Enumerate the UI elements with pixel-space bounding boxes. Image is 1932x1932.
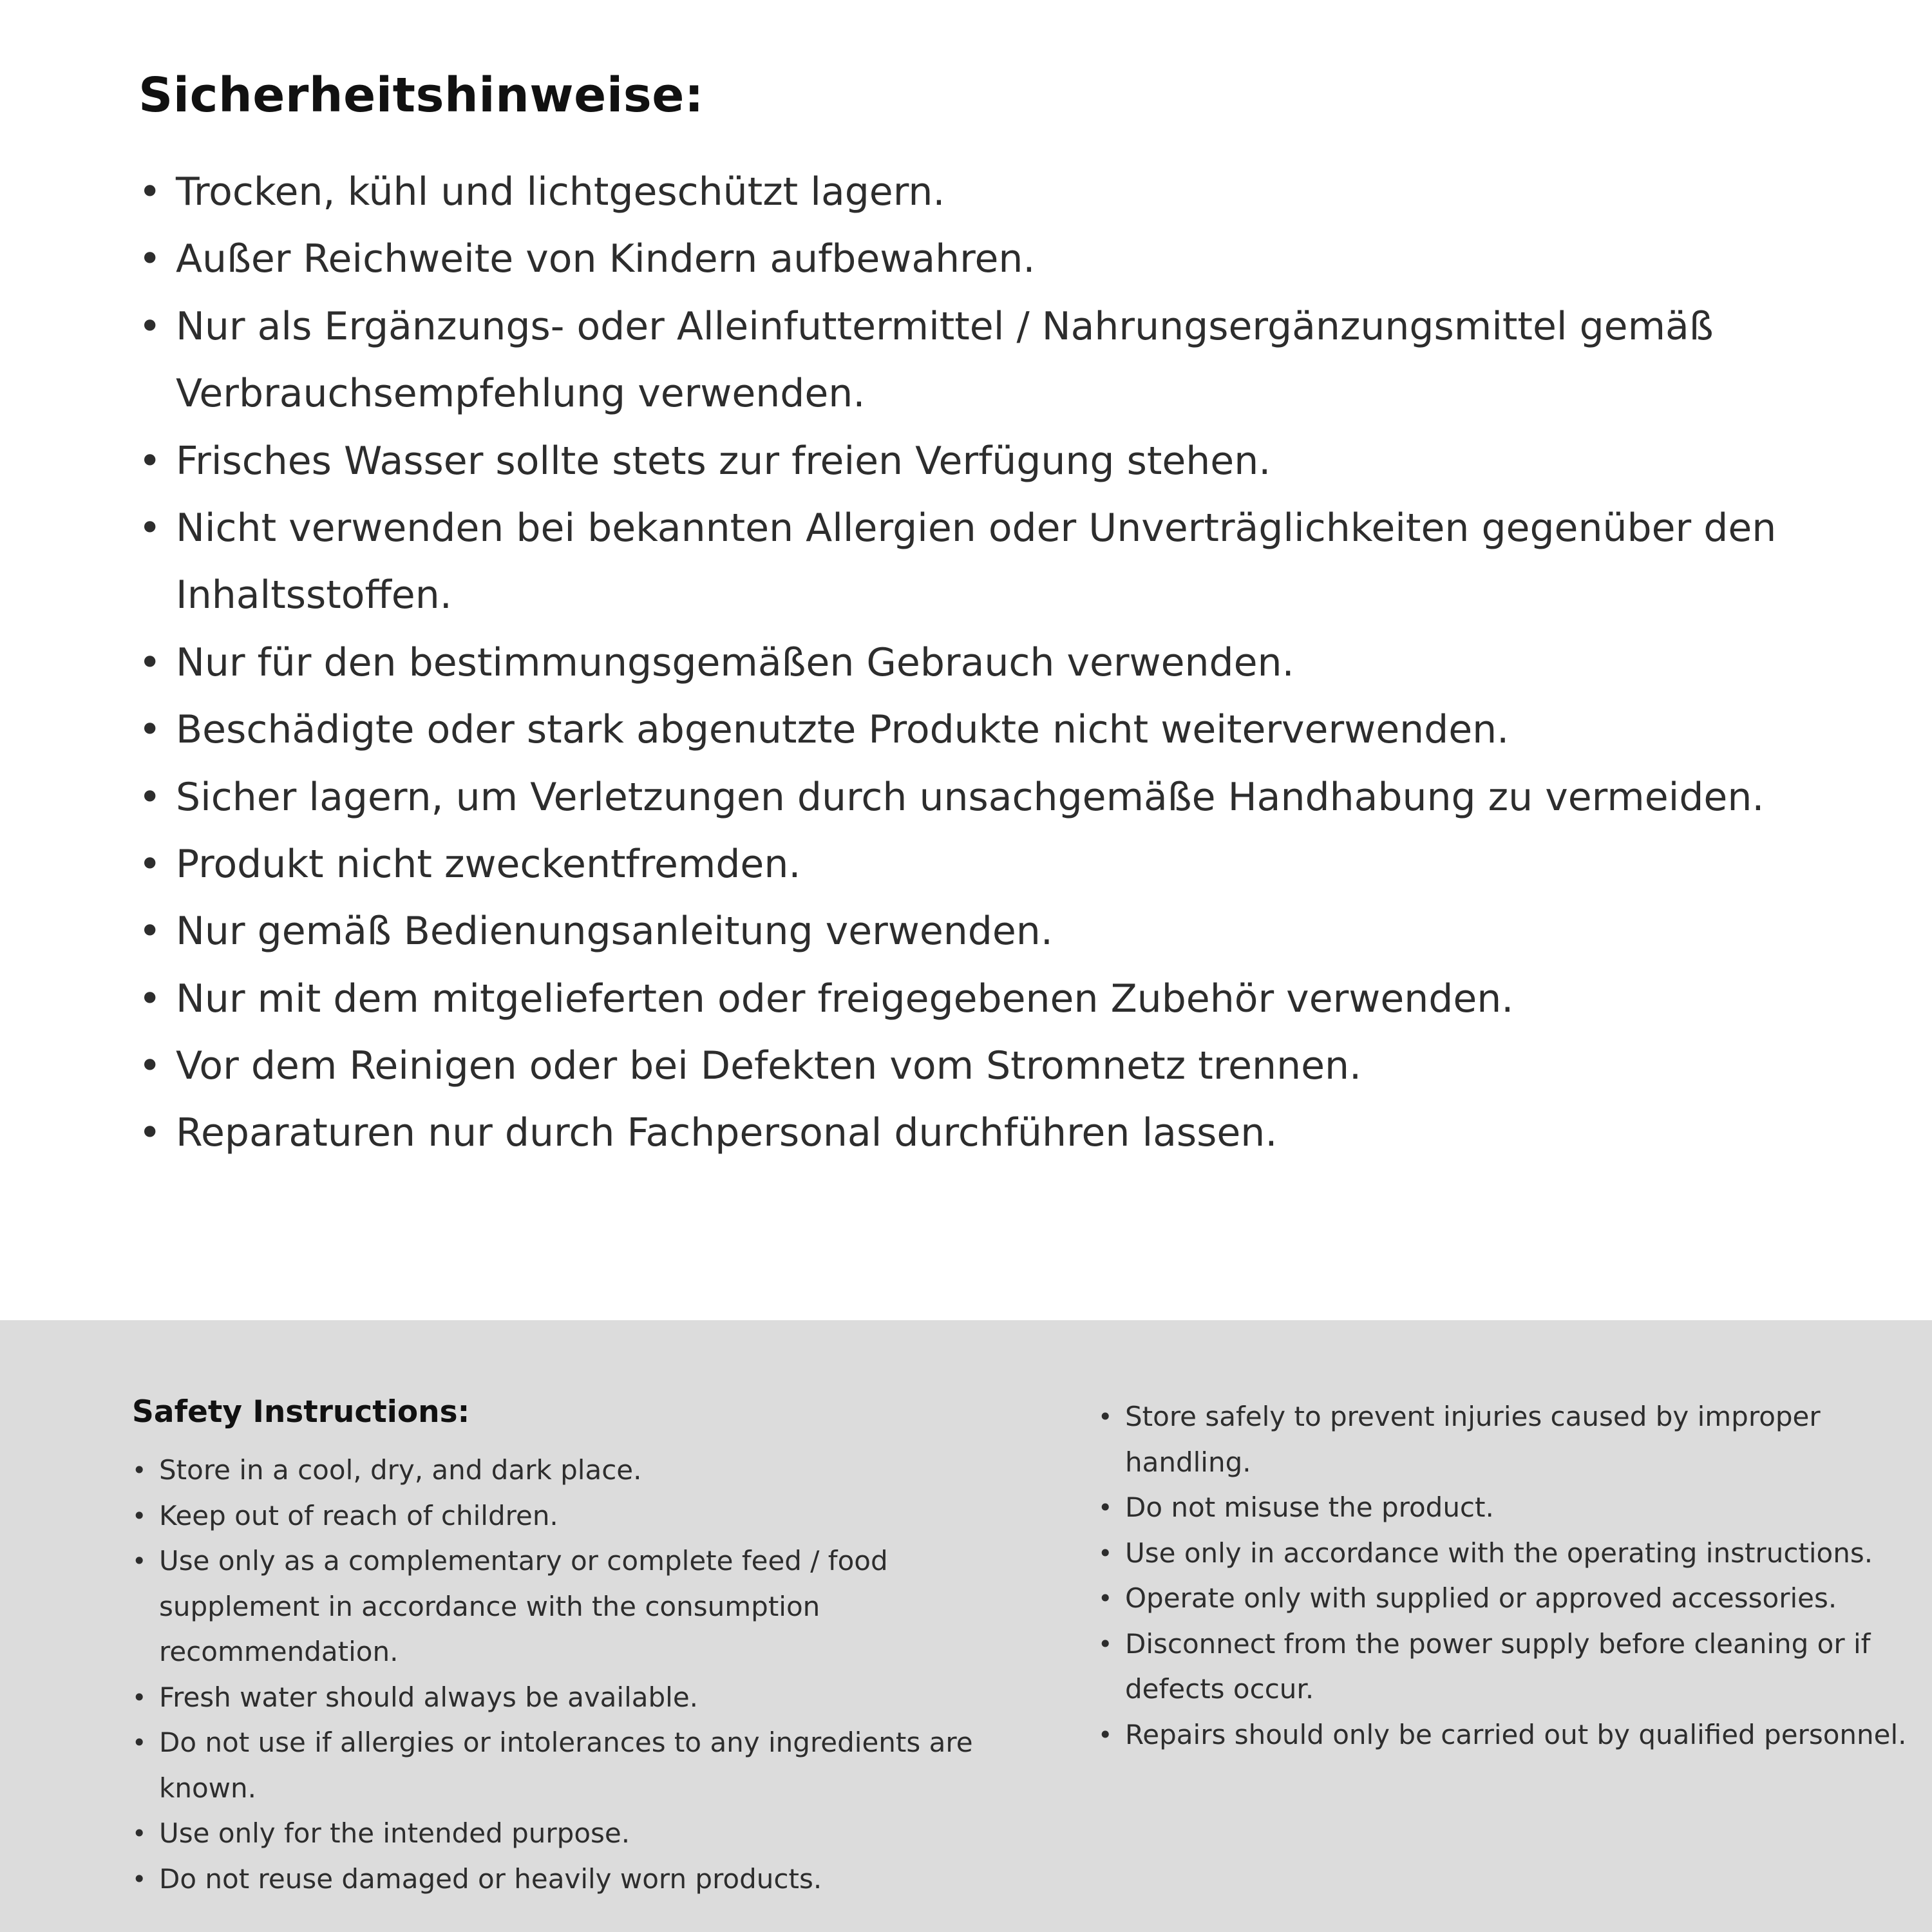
list-item: • Trocken, kühl und lichtgeschützt lagern. [138,158,1829,225]
english-instructions-list-right [1098,1394,1916,1757]
list-item: • Repairs should only be carried out by qualified personnel. [1098,1712,1916,1758]
list-item: • Store in a cool, dry, and dark place. [132,1448,989,1493]
list-item: • Operate only with supplied or approved accessories. [1098,1576,1916,1622]
list-item: • Nur als Ergänzungs- oder Alleinfuttermittel / Nahrungsergänzungsmittel gemäß Verbrauchsempfehlung verwenden. [138,293,1829,428]
list-item: • Frisches Wasser sollte stets zur freien Verfügung stehen. [138,428,1829,495]
english-left-column [132,1394,989,1932]
english-right-column [1098,1394,1916,1932]
list-item: • Use only in accordance with the operating instructions. [1098,1531,1916,1577]
list-item: • Nur gemäß Bedienungsanleitung verwenden. [138,898,1829,965]
english-instructions-list-left [132,1448,989,1902]
list-item: • Nur für den bestimmungsgemäßen Gebrauch verwenden. [138,629,1829,696]
list-item: • Reparaturen nur durch Fachpersonal durchführen lassen. [138,1099,1829,1166]
list-item: • Vor dem Reinigen oder bei Defekten vom Stromnetz trennen. [138,1032,1829,1099]
list-item: • Nur mit dem mitgelieferten oder freigegebenen Zubehör verwenden. [138,965,1829,1032]
list-item: • Fresh water should always be available. [132,1675,989,1721]
list-item: • Disconnect from the power supply before cleaning or if defects occur. [1098,1622,1916,1712]
english-heading: Safety Instructions: [132,1394,470,1430]
list-item: • Do not reuse damaged or heavily worn products. [132,1857,989,1902]
list-item: • Do not use if allergies or intolerances to any ingredients are known. [132,1720,989,1811]
german-heading: Sicherheitshinweise: [138,68,705,123]
list-item: • Produkt nicht zweckentfremden. [138,831,1829,898]
list-item: • Nicht verwenden bei bekannten Allergien oder Unverträglichkeiten gegenüber den Inhaltsstoffen. [138,495,1829,629]
english-safety-section [0,1320,1932,1932]
list-item: • Use only for the intended purpose. [132,1811,989,1857]
list-item: • Use only as a complementary or complete feed / food supplement in accordance with the consumption recommendation. [132,1539,989,1675]
list-item: • Beschädigte oder stark abgenutzte Produkte nicht weiterverwenden. [138,696,1829,763]
list-item: • Do not misuse the product. [1098,1485,1916,1531]
list-item: • Store safely to prevent injuries caused by improper handling. [1098,1394,1916,1485]
german-instructions-list [138,158,1829,1167]
list-item: • Sicher lagern, um Verletzungen durch unsachgemäße Handhabung zu vermeiden. [138,764,1829,831]
list-item: • Außer Reichweite von Kindern aufbewahren. [138,225,1829,292]
list-item: • Keep out of reach of children. [132,1493,989,1539]
